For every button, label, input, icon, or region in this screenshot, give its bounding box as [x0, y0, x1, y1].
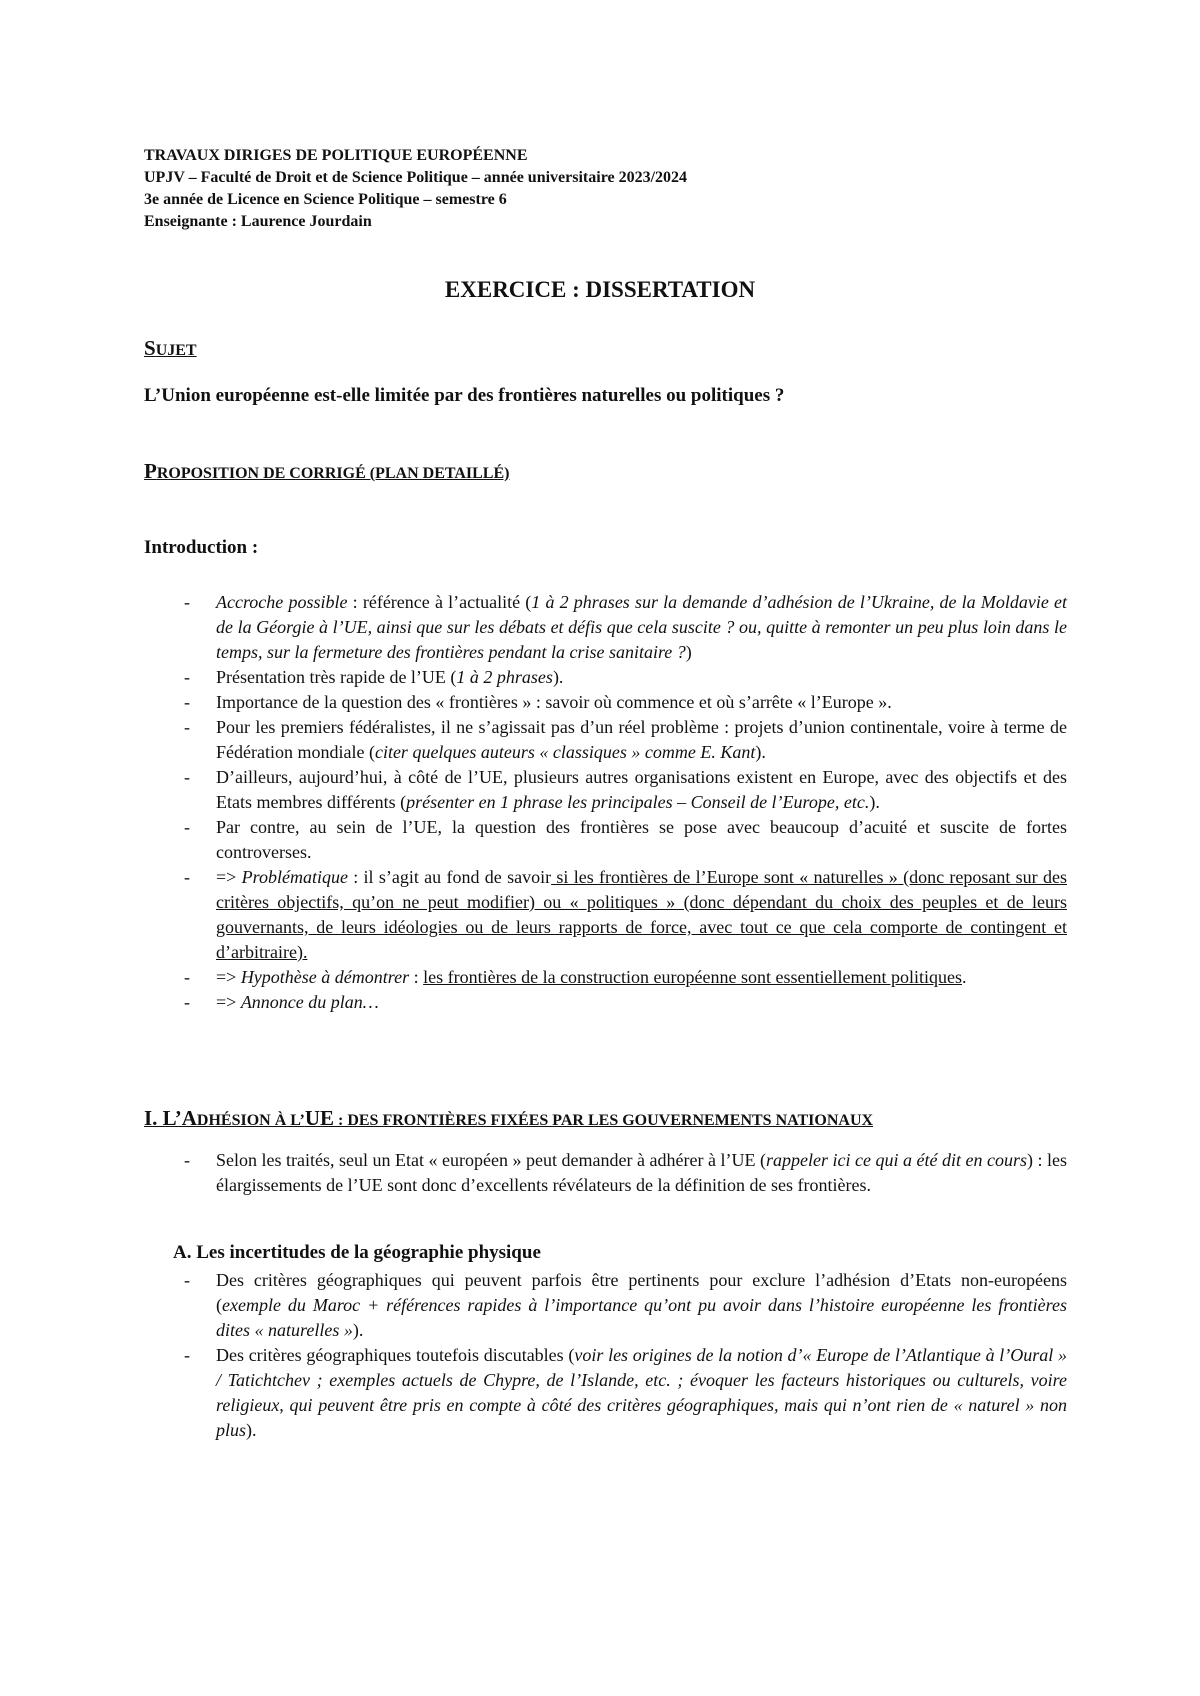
bullet-item: [144, 1148, 1067, 1198]
italic-text: voir les origines de la notion d’« Europe de l’Atlantique à l’Oural » / Tatichtchev ; exemples actuels de Chypre, de l’Islande, etc. ; évoquer les facteurs historiques ou culturels, voire religieux, qui peuvent être pris en compte à côté des critères géographiques, mais qui n’ont rien de « naturel » non plus: [216, 1345, 1067, 1440]
underlined-text: les frontières de la construction européenne sont essentiellement politiques: [423, 967, 962, 987]
university-line: UPJV – Faculté de Droit et de Science Politique – année universitaire 2023/2024: [144, 169, 688, 186]
italic-text: citer quelques auteurs « classiques » comme E. Kant: [374, 742, 756, 762]
bullet-dash: -: [184, 967, 190, 987]
document-header: [144, 145, 687, 233]
bullet-item: [144, 865, 1067, 965]
proposition-heading: [144, 459, 509, 484]
bullet-dash: -: [184, 692, 190, 712]
bullet-text: Des critères géographiques qui peuvent parfois être pertinents pour exclure l’adhésion d’Etats non-européens (: [216, 1270, 1067, 1315]
italic-text: présenter en 1 phrase les principales – Conseil de l’Europe, etc.: [406, 792, 870, 812]
bullet-dash: -: [184, 867, 190, 887]
subsection-a-bullet-list: [144, 1268, 1067, 1443]
sujet-heading-rest: UJET: [155, 342, 197, 359]
proposition-heading-initial: P: [144, 459, 157, 483]
course-title: TRAVAUX DIRIGES DE POLITIQUE EUROPÉENNE: [144, 147, 528, 164]
italic-text: Hypothèse à démontrer: [240, 967, 410, 987]
subsection-a-heading: A. Les incertitudes de la géographie physique: [173, 1242, 541, 1263]
bullet-item: [144, 590, 1067, 665]
bullet-text: ) : les élargissements de l’UE sont donc d’excellents révélateurs de la définition de ses frontières.: [216, 1150, 1067, 1195]
program-line: 3e année de Licence en Science Politique – semestre 6: [144, 191, 507, 208]
proposition-heading-rest: ROPOSITION DE CORRIGÉ (PLAN DETAILLÉ): [156, 465, 510, 482]
bullet-dash: -: [184, 1270, 190, 1290]
bullet-text: ).: [869, 792, 880, 812]
bullet-text: .: [961, 967, 967, 987]
bullet-dash: -: [184, 592, 190, 612]
introduction-bullet-list: [144, 590, 1067, 1015]
italic-text: Annonce du plan…: [240, 992, 379, 1012]
bullet-text: =>: [216, 867, 242, 887]
bullet-dash: -: [184, 1150, 190, 1170]
bullet-text: Présentation très rapide de l’UE (: [216, 667, 457, 687]
bullet-text: Pour les premiers fédéralistes, il ne s’agissait pas d’un réel problème : projets d’union continentale, voire à terme de Fédération mondiale (: [216, 717, 1067, 762]
bullet-text: =>: [216, 967, 241, 987]
bullet-text: ).: [755, 742, 766, 762]
bullet-text: Par contre, au sein de l’UE, la question des frontières se pose avec beaucoup d’acuité et suscite de fortes controverses.: [216, 817, 1067, 862]
bullet-text: : il s’agit au fond de savoir: [347, 867, 552, 887]
bullet-item: [144, 1343, 1067, 1443]
bullet-text: ).: [352, 1320, 364, 1340]
bullet-text: :: [409, 967, 424, 987]
bullet-item: [144, 665, 1067, 690]
page-title: EXERCICE : DISSERTATION: [444, 277, 756, 302]
teacher-line: Enseignante : Laurence Jourdain: [144, 213, 372, 230]
italic-text: exemple du Maroc + références rapides à l’importance qu’ont pu avoir dans l’histoire européenne les frontières dites « naturelles »: [216, 1295, 1067, 1340]
bullet-text: Importance de la question des « frontières » : savoir où commence et où s’arrête « l’Europe ».: [216, 692, 892, 712]
underlined-text: si les frontières de l’Europe sont « naturelles » (donc reposant sur des critères objectifs, qu’on ne peut modifier) ou « politiques » (donc dépendant du choix des peuples et de leurs gouvernants, de leurs idéologies ou de leurs rapports de force, avec tout ce que cela comporte de contingent et d’arbitraire).: [216, 867, 1067, 962]
italic-text: 1 à 2 phrases: [456, 667, 553, 687]
section-1-heading-part: DHÉSION À L’: [196, 1112, 305, 1129]
bullet-item: [144, 815, 1067, 865]
bullet-item: [144, 990, 1067, 1015]
bullet-text: ).: [552, 667, 564, 687]
section-1-heading-part: UE: [304, 1106, 334, 1130]
bullet-item: [144, 1268, 1067, 1343]
bullet-dash: -: [184, 667, 190, 687]
bullet-text: Selon les traités, seul un Etat « européen » peut demander à adhérer à l’UE (: [216, 1150, 766, 1170]
italic-text: Problématique: [241, 867, 348, 887]
bullet-text: ): [685, 642, 692, 662]
bullet-item: [144, 715, 1067, 765]
bullet-text: : référence à l’actualité (: [347, 592, 532, 612]
bullet-text: D’ailleurs, aujourd’hui, à côté de l’UE, plusieurs autres organisations existent en Europe, avec des objectifs et des Etats membres différents (: [216, 767, 1067, 812]
bullet-item: [144, 965, 1067, 990]
section-1-heading-part: : DES FRONTIÈRES FIXÉES PAR LES GOUVERNEMENTS NATIONAUX: [334, 1112, 874, 1129]
bullet-dash: -: [184, 717, 190, 737]
introduction-heading: Introduction :: [144, 537, 259, 558]
italic-text: rappeler ici ce qui a été dit en cours: [765, 1150, 1027, 1170]
bullet-text: Des critères géographiques toutefois discutables (: [216, 1345, 575, 1365]
bullet-text: =>: [216, 992, 241, 1012]
italic-text: Accroche possible: [216, 592, 348, 612]
essay-question: L’Union européenne est-elle limitée par des frontières naturelles ou politiques ?: [144, 385, 785, 406]
sujet-heading-initial: S: [144, 336, 156, 360]
bullet-dash: -: [184, 992, 190, 1012]
section-1-heading: [144, 1106, 873, 1131]
bullet-item: [144, 765, 1067, 815]
bullet-item: [144, 690, 1067, 715]
section-1-bullet-list: [144, 1148, 1067, 1198]
italic-text: 1 à 2 phrases sur la demande d’adhésion de l’Ukraine, de la Moldavie et de la Géorgie à l’UE, ainsi que sur les débats et défis que cela suscite ? ou, quitte à remonter un peu plus loin dans le temps, sur la fermeture des frontières pendant la crise sanitaire ?: [216, 592, 1068, 662]
bullet-dash: -: [184, 1345, 190, 1365]
bullet-dash: -: [184, 767, 190, 787]
bullet-text: ).: [246, 1420, 257, 1440]
bullet-dash: -: [184, 817, 190, 837]
sujet-heading: [144, 336, 197, 361]
section-1-heading-part: I. L’A: [144, 1106, 197, 1130]
